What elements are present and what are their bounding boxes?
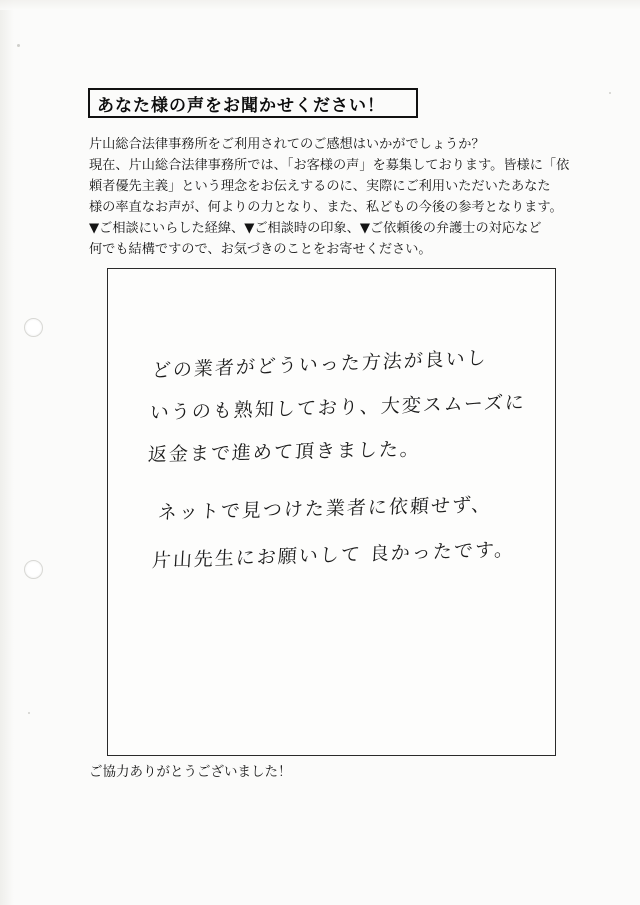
handwritten-line: どの業者がどういった方法が良いし [151,347,489,383]
intro-line: 片山総合法律事務所をご利用されてのご感想はいかがでしょうか？ [89,137,485,152]
intro-line: 何でも結構ですので、お気づきのことをお寄せください。 [89,242,432,257]
handwritten-line: 返金まで進めて頂きました。 [147,438,422,467]
scan-edge-shading-top [0,0,640,10]
title-banner [88,88,418,118]
scan-speck [17,44,20,47]
page-title: あなた様の声をお聞かせください！ [97,95,385,116]
handwritten-line: 片山先生にお願いして 良かったです。 [151,538,516,573]
intro-line: 様の率直なお声が、何よりの力となり、また、私どもの今後の参考となります。 [89,200,563,215]
scan-edge-shading-left [0,0,14,905]
handwritten-line: いうのも熟知しており、大変スムーズに [149,391,527,425]
binder-punch-hole [24,318,43,337]
scan-speck [609,92,611,94]
intro-line: 現在、片山総合法律事務所では、「お客様の声」を募集しております。皆様に「依 [89,158,570,173]
intro-line: 頼者優先主義」という理念をお伝えするのに、実際にご利用いただいたあなた [89,179,551,194]
closing-message: ご協力ありがとうございました！ [89,764,292,780]
scan-speck [28,712,30,714]
intro-paragraph [89,134,570,260]
intro-line: ▼ご相談にいらした経緯、▼ご相談時の印象、▼ご依頼後の弁護士の対応など [89,221,542,236]
handwritten-line: ネットで見つけた業者に依頼せず、 [157,493,493,525]
binder-punch-hole [24,560,43,579]
